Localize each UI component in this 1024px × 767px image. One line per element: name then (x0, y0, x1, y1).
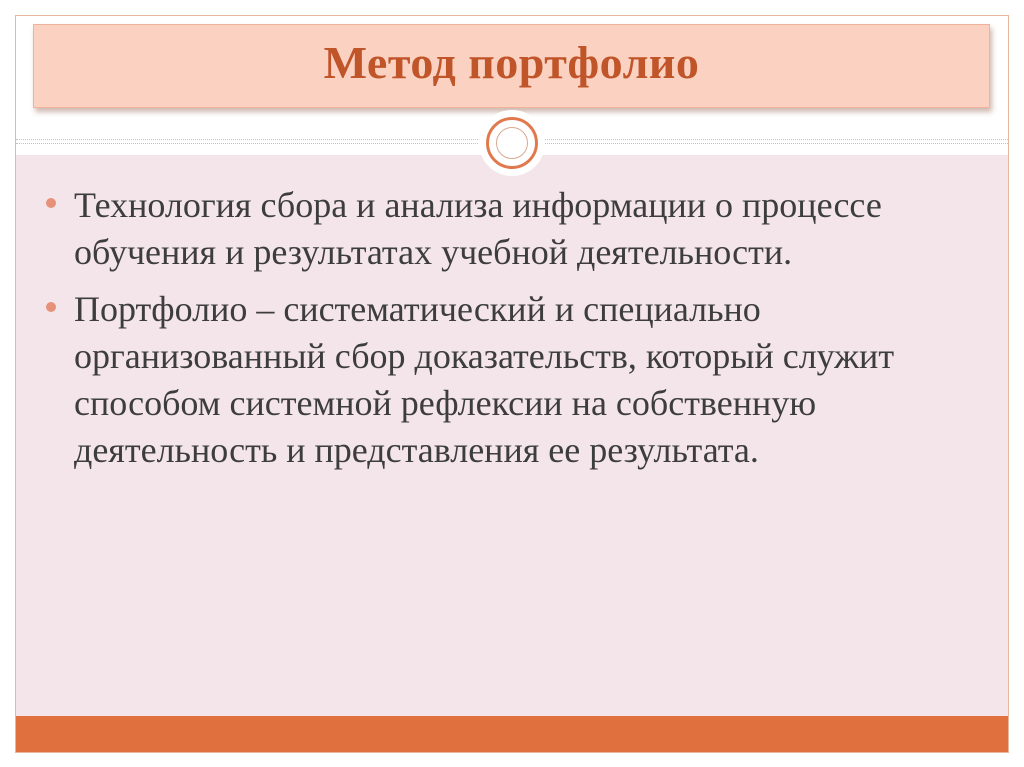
ring-outer (486, 117, 538, 169)
title-box (33, 24, 990, 108)
slide-title: Метод портфолио (323, 36, 700, 88)
bullet-text: Портфолио – систематический и специально организованный сбор доказательств, который служит способом системной рефлексии на собственную деятельность и представления ее результата. (74, 289, 895, 470)
bullet-item (46, 286, 926, 474)
bullet-dot-icon (46, 198, 56, 208)
ring-ornament-icon (479, 110, 545, 176)
bottom-accent-bar (16, 716, 1008, 752)
bullet-list (46, 182, 926, 484)
bullet-text: Технология сбора и анализа информации о процессе обучения и результатах учебной деятельности. (74, 185, 882, 272)
bullet-dot-icon (46, 302, 56, 312)
bullet-item (46, 182, 926, 276)
ring-inner (496, 127, 528, 159)
